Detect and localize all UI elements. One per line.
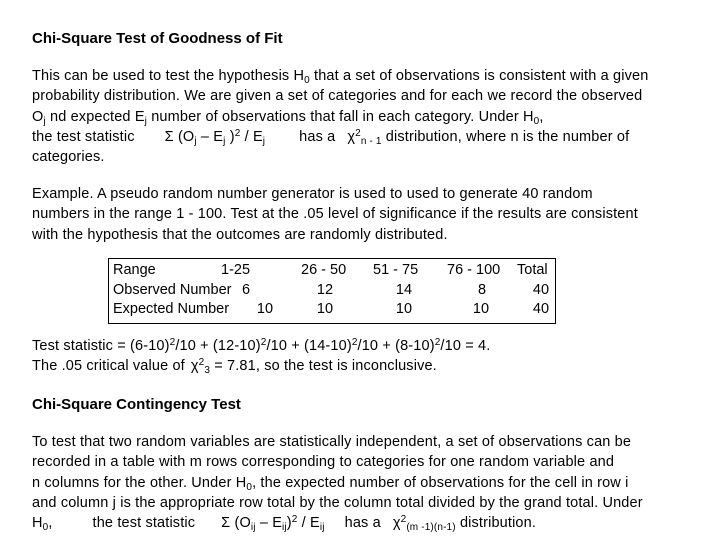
table-cell-observed-4: 8 [477, 282, 487, 298]
intro-line-5: categories. [32, 149, 105, 166]
section-title-contingency: Chi-Square Contingency Test [32, 396, 241, 413]
table-header-51-75: 51 - 75 [373, 262, 419, 278]
table-cell-expected-1: 10 [256, 301, 274, 317]
contingency-line-2: recorded in a table with m rows corresponding to categories for one random variable and [32, 454, 615, 471]
section-title-goodness-of-fit: Chi-Square Test of Goodness of Fit [32, 30, 283, 47]
table-header-range: Range [113, 262, 156, 278]
intro-paragraph [32, 66, 702, 167]
contingency-line-3: n columns for the other. Under $H_0$, the expected number of observations for the cell in row i [32, 474, 629, 493]
observations-table [108, 258, 556, 324]
example-line-1: Example. A pseudo random number generator is used to used to generate 40 random [32, 186, 593, 202]
table-cell-observed-2: 12 [316, 282, 334, 298]
table-header-26-50: 26 - 50 [301, 262, 347, 278]
intro-line-1: This can be used to test the hypothesis $H_0$ that a set of observations is consistent with a given [32, 68, 649, 86]
table-cell-expected-2: 10 [316, 301, 334, 317]
table-cell-expected-total: 40 [532, 301, 550, 317]
intro-line-2: probability distribution. We are given a set of categories and for each we record the observed [32, 88, 643, 105]
table-row-label-expected: Expected Number [113, 301, 230, 317]
contingency-line-5: $H_0$, the test statistic Σ $(O_{ij} - E_{ij})^2 / E_{ij}$ has a $\chi^2_{(m -1)(n-1)}$ distribution. [32, 514, 537, 534]
table-cell-observed-1: 6 [241, 282, 251, 298]
table-cell-observed-total: 40 [532, 282, 550, 298]
example-line-2: numbers in the range 1 - 100. Test at the .05 level of significance if the results are consistent [32, 206, 638, 223]
result-paragraph [32, 336, 702, 377]
table-row-label-observed: Observed Number [113, 282, 232, 298]
intro-line-3: $O_j$ nd expected $E_j$ number of observations that fall in each category. Under $H_0$, [32, 108, 544, 127]
table-cell-expected-4: 10 [472, 301, 490, 317]
table-cell-expected-3: 10 [395, 301, 413, 317]
contingency-line-1: To test that two random variables are statistically independent, a set of observations can be [32, 434, 632, 450]
result-line-2: The .05 critical value of $\chi^2_3 = 7.81$, so the test is inconclusive. [32, 357, 437, 377]
example-line-3: with the hypothesis that the outcomes are randomly distributed. [32, 226, 448, 243]
intro-line-4: the test statistic Σ ($O_j - E_j$ )$^2 / E_j$ has a $\chi^2_{n - 1}$ distribution, where n is the number of [32, 127, 630, 147]
contingency-paragraph [32, 432, 702, 533]
table-cell-observed-3: 14 [395, 282, 413, 298]
example-paragraph [32, 184, 702, 245]
table-header-total: Total [517, 262, 548, 278]
result-line-1: Test statistic = $(6-10)^2/10 + (12-10)^2/10 + (14-10)^2/10 + (8-10)^2/10 = 4$. [32, 337, 491, 354]
contingency-line-4: and column j is the appropriate row total by the column total divided by the grand total. Under [32, 494, 643, 511]
table-header-76-100: 76 - 100 [447, 262, 501, 278]
table-header-1-25: 1-25 [221, 262, 251, 278]
